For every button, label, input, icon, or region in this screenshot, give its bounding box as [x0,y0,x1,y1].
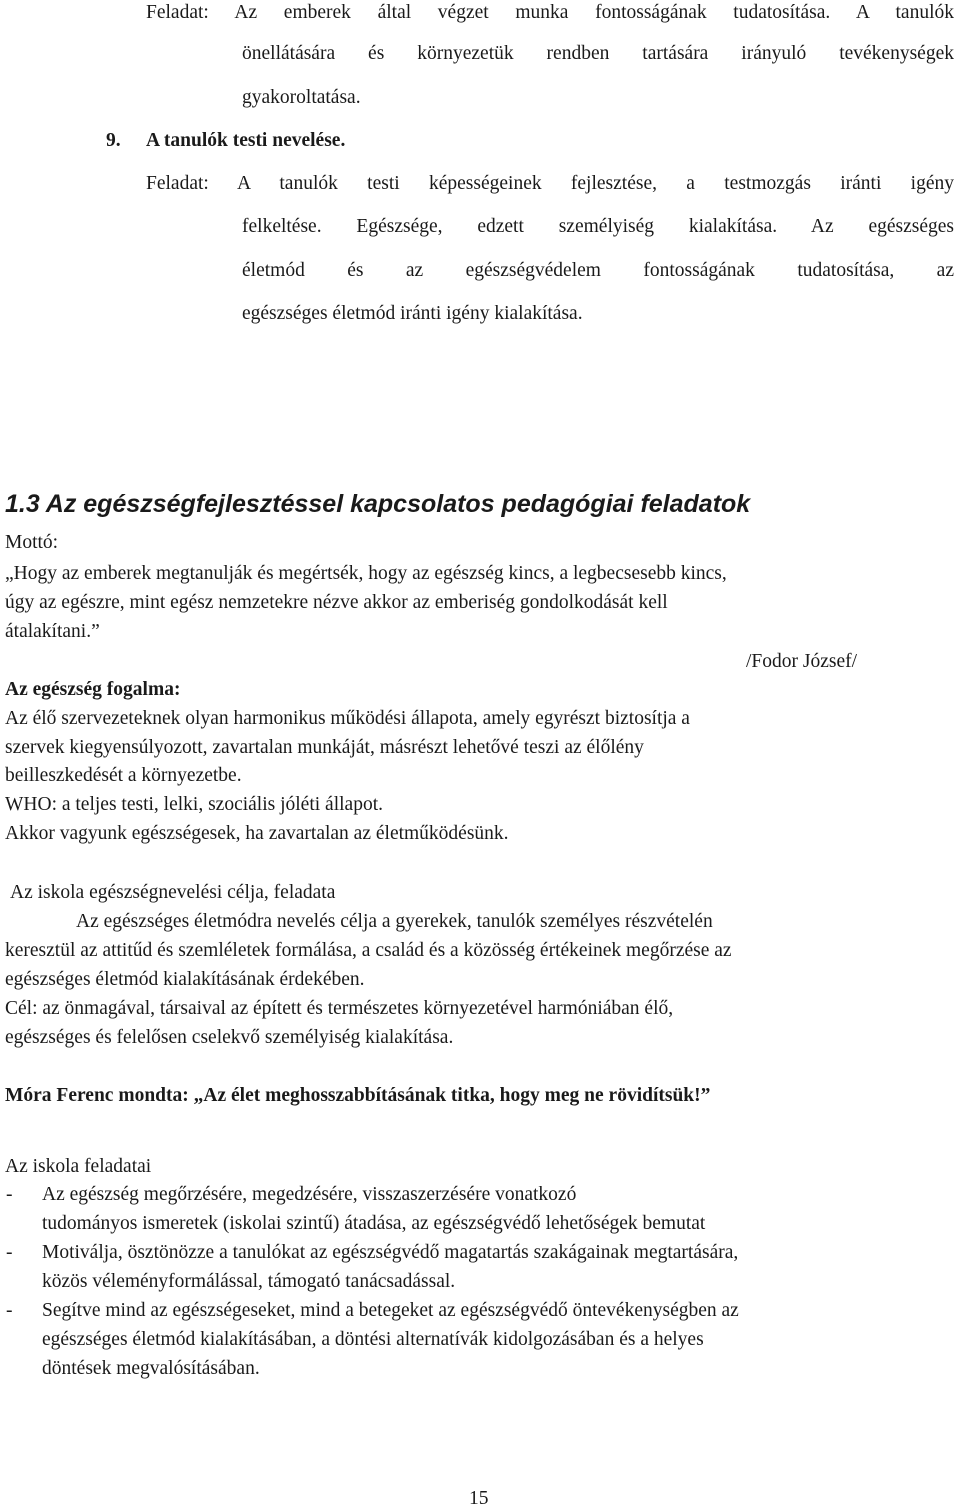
task-line-1: Feladat: Az emberek által végzet munka fontosságának tudatosítása. A tanulók [146,2,954,23]
tasks-title: Az iskola feladatai [5,1156,152,1177]
school-goal-line-2: keresztül az attitűd és szemléletek formálása, a család és a közösség értékeinek megőrzése az [5,940,732,961]
school-goal-line-1: Az egészséges életmódra nevelés célja a gyerekek, tanulók személyes részvételén [76,911,713,932]
bullet-dash: - [6,1300,13,1321]
health-concept-line-1: Az élő szervezeteknek olyan harmonikus működési állapota, amely egyrészt biztosítja a [5,708,690,729]
task-line-5: Feladat: A tanulók testi képességeinek fejlesztése, a testmozgás iránti igény [146,173,954,194]
health-concept-title: Az egészség fogalma: [5,679,181,700]
bullet-dash: - [6,1242,13,1263]
task-item-3-line-1: Segítve mind az egészségeseket, mind a betegeket az egészségvédő öntevékenységben az [42,1300,739,1321]
task-item-2-line-1: Motiválja, ösztönözze a tanulókat az egészségvédő magatartás szakágainak megtartására, [42,1242,739,1263]
healthy-definition: Akkor vagyunk egészségesek, ha zavartalan az életműködésünk. [5,823,509,844]
section-title: 1.3 Az egészségfejlesztéssel kapcsolatos pedagógiai feladatok [5,490,751,518]
page-number: 15 [469,1488,489,1509]
school-goal-title: Az iskola egészségnevelési célja, feladata [10,882,336,903]
motto-line-3: átalakítani.” [5,621,100,642]
task-item-2-line-2: közös véleményformálással, támogató tanácsadással. [42,1271,456,1292]
item-9-number: 9. [106,130,121,151]
school-goal-line-5: egészséges és felelősen cselekvő személyiség kialakítása. [5,1027,454,1048]
motto-label: Mottó: [5,532,59,553]
bullet-dash: - [6,1184,13,1205]
health-concept-line-3: beilleszkedését a környezetbe. [5,765,242,786]
task-item-1-line-2: tudományos ismeretek (iskolai szintű) átadása, az egészségvédő lehetőségek bemutat [42,1213,706,1234]
task-item-1-line-1: Az egészség megőrzésére, megedzésére, visszaszerzésére vonatkozó [42,1184,577,1205]
task-line-3: gyakoroltatása. [242,87,361,108]
task-item-3-line-3: döntések megvalósításában. [42,1358,260,1379]
task-line-2: önellátására és környezetük rendben tartására irányuló tevékenységek [242,43,954,64]
motto-author: /Fodor József/ [746,651,858,672]
task-item-3-line-2: egészséges életmód kialakításában, a döntési alternatívák kidolgozásában és a helyes [42,1329,704,1350]
task-line-7: életmód és az egészségvédelem fontosságának tudatosítása, az [242,260,954,281]
health-concept-line-2: szervek kiegyensúlyozott, zavartalan munkáját, másrészt lehetővé teszi az élőlény [5,737,644,758]
task-line-8: egészséges életmód iránti igény kialakítása. [242,303,583,324]
mora-quote: Móra Ferenc mondta: „Az élet meghosszabbításának titka, hogy meg ne rövidítsük!” [5,1085,711,1106]
motto-line-2: úgy az egészre, mint egész nemzetekre nézve akkor az emberiség gondolkodását kell [5,592,668,613]
who-definition: WHO: a teljes testi, lelki, szociális jóléti állapot. [5,794,383,815]
school-goal-line-4: Cél: az önmagával, társaival az épített és természetes környezetével harmóniában élő, [5,998,674,1019]
item-9-title: A tanulók testi nevelése. [146,130,346,151]
school-goal-line-3: egészséges életmód kialakításának érdekében. [5,969,365,990]
task-line-6: felkeltése. Egészsége, edzett személyiség kialakítása. Az egészséges [242,216,954,237]
motto-line-1: „Hogy az emberek megtanulják és megértsék, hogy az egészség kincs, a legbecsesebb kincs, [5,563,727,584]
